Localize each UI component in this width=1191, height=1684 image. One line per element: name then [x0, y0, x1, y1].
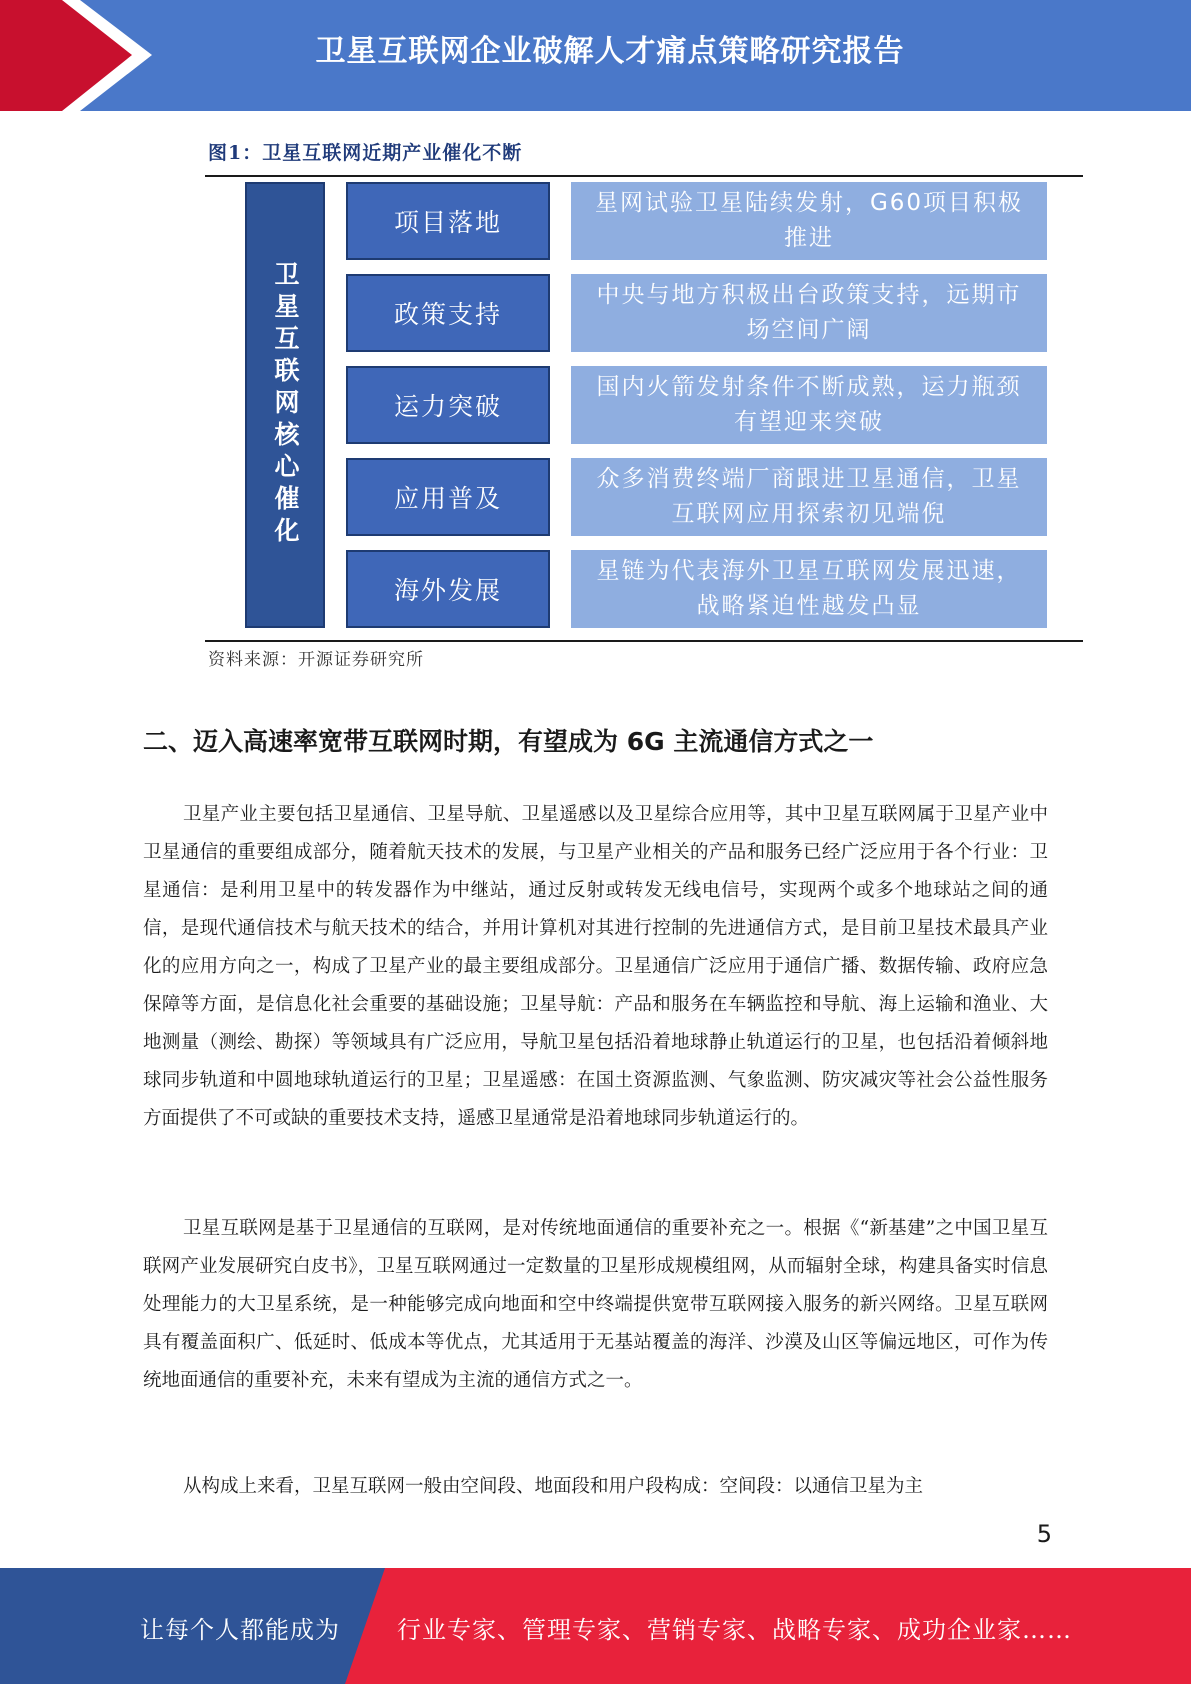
category-box: 应用普及 — [346, 458, 550, 536]
category-box: 政策支持 — [346, 274, 550, 352]
figure-source: 资料来源：开源证券研究所 — [208, 650, 424, 670]
body-paragraph: 卫星互联网是基于卫星通信的互联网，是对传统地面通信的重要补充之一。根据《“新基建”之中国卫星互联网产业发展研究白皮书》，卫星互联网通过一定数量的卫星形成规模组网，从而辐射全球，构建具备实时信息处理能力的大卫星系统，是一种能够完成向地面和空中终端提供宽带互联网接入服务的新兴网络。卫星互联网具有覆盖面积广、低延时、低成本等优点，尤其适用于无基站覆盖的海洋、沙漠及山区等偏远地区，可作为传统地面通信的重要补充，未来有望成为主流的通信方式之一。 — [143, 1218, 1048, 1391]
description-box: 星网试验卫星陆续发射，G60项目积极推进 — [571, 182, 1047, 260]
footer-slogan-right: 行业专家、管理专家、营销专家、战略专家、成功企业家…… — [397, 1616, 1072, 1644]
report-title: 卫星互联网企业破解人才痛点策略研究报告 — [315, 34, 905, 69]
category-box: 运力突破 — [346, 366, 550, 444]
body-paragraph: 从构成上来看，卫星互联网一般由空间段、地面段和用户段构成：空间段：以通信卫星为主 — [183, 1476, 924, 1497]
category-box: 项目落地 — [346, 182, 550, 260]
figure-title: 图1：卫星互联网近期产业催化不断 — [208, 142, 523, 164]
section-heading: 二、迈入高速率宽带互联网时期，有望成为 6G 主流通信方式之一 — [143, 727, 874, 756]
description-box: 国内火箭发射条件不断成熟，运力瓶颈有望迎来突破 — [571, 366, 1047, 444]
page-number: 5 — [1036, 1520, 1052, 1548]
figure-bottom-rule — [205, 640, 1083, 642]
description-box: 星链为代表海外卫星互联网发展迅速，战略紧迫性越发凸显 — [571, 550, 1047, 628]
description-box: 众多消费终端厂商跟进卫星通信，卫星互联网应用探索初见端倪 — [571, 458, 1047, 536]
footer-slogan-left: 让每个人都能成为 — [140, 1616, 340, 1644]
body-paragraph: 卫星产业主要包括卫星通信、卫星导航、卫星遥感以及卫星综合应用等，其中卫星互联网属于卫星产业中卫星通信的重要组成部分，随着航天技术的发展，与卫星产业相关的产品和服务已经广泛应用于各个行业：卫星通信：是利用卫星中的转发器作为中继站，通过反射或转发无线电信号，实现两个或多个地球站之间的通信，是现代通信技术与航天技术的结合，并用计算机对其进行控制的先进通信方式，是目前卫星技术最具产业化的应用方向之一，构成了卫星产业的最主要组成部分。卫星通信广泛应用于通信广播、数据传输、政府应急保障等方面，是信息化社会重要的基础设施；卫星导航：产品和服务在车辆监控和导航、海上运输和渔业、大地测量（测绘、勘探）等领域具有广泛应用，导航卫星包括沿着地球静止轨道运行的卫星，也包括沿着倾斜地球同步轨道和中圆地球轨道运行的卫星；卫星遥感：在国土资源监测、气象监测、防灾减灾等社会公益性服务方面提供了不可或缺的重要技术支持，遥感卫星通常是沿着地球同步轨道运行的。 — [143, 804, 1048, 1129]
category-box: 海外发展 — [346, 550, 550, 628]
figure-top-rule — [205, 175, 1083, 177]
core-catalyst-label: 卫星互联网核心催化 — [271, 261, 300, 549]
description-box: 中央与地方积极出台政策支持，远期市场空间广阔 — [571, 274, 1047, 352]
core-catalyst-box — [245, 182, 325, 628]
